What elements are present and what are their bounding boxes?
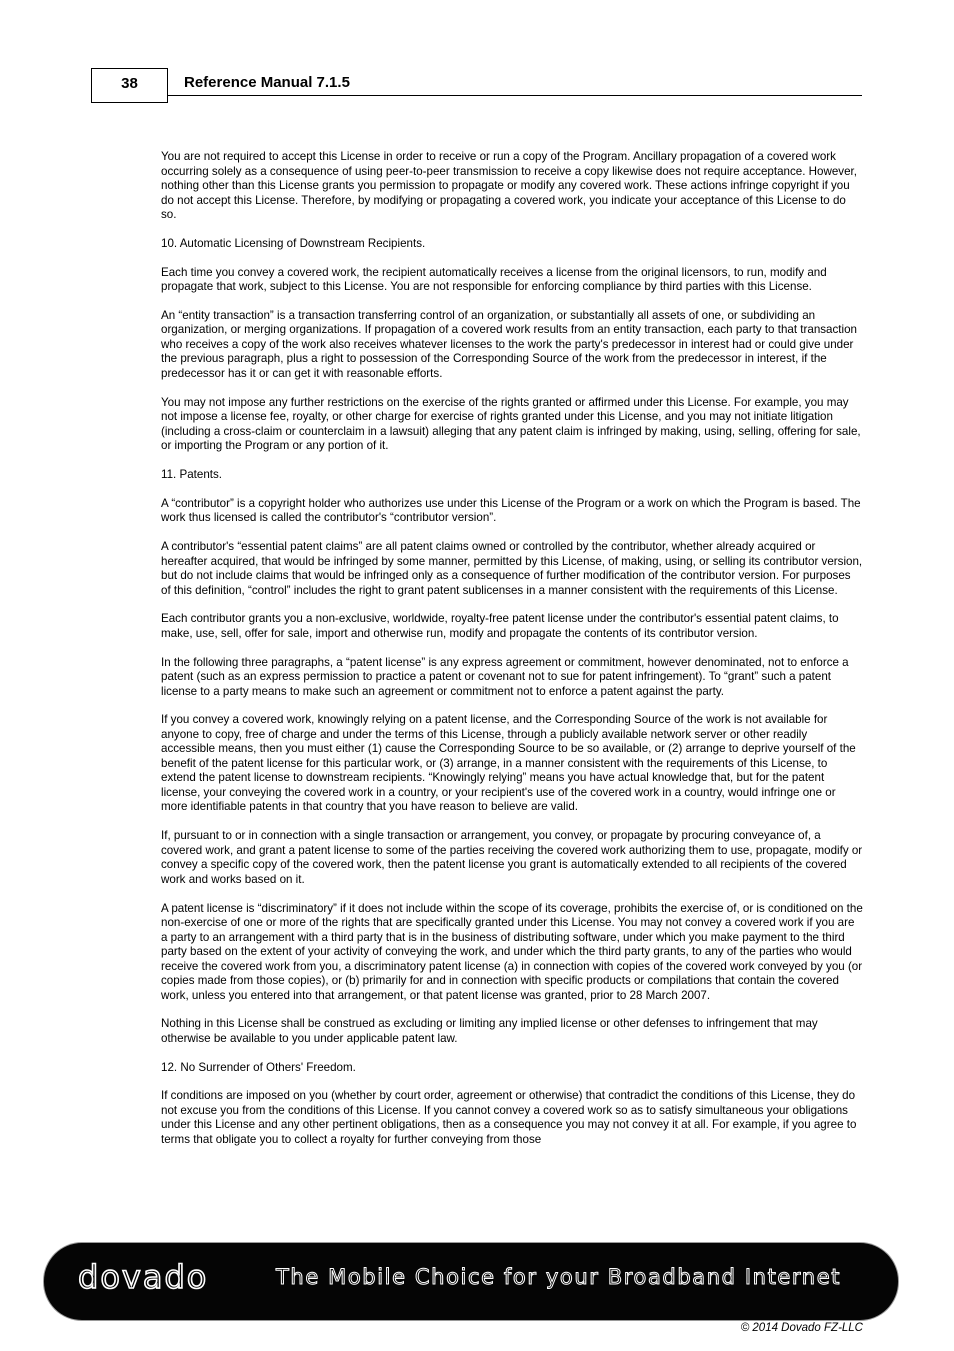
footer-banner xyxy=(44,1243,898,1320)
paragraph: A patent license is “discriminatory” if it does not include within the scope of its coverage, prohibits the exercise of, or is conditioned on the non-exercise of one or more of the rights that are specifically granted under this License. You may not convey a covered work if you are a party to an arrangement with a third party that is in the business of distributing software, under which you make payment to the third party based on the extent of your activity of conveying the work, and under which the third party grants, to any of the parties who would receive the covered work from you, a discriminatory patent license (a) in connection with copies of the covered work conveyed by you (or copies made from those copies), or (b) primarily for and in connection with specific products or compilations that contain the covered work, unless you entered into that arrangement, or that patent license was granted, prior to 28 March 2007. xyxy=(161,901,863,1002)
header-title: Reference Manual 7.1.5 xyxy=(184,74,350,91)
paragraph: You are not required to accept this License in order to receive or run a copy of the Program. Ancillary propagation of a covered work occurring solely as a consequence of using peer-to-peer transmission to receive a copy likewise does not require acceptance. However, nothing other than this License grants you permission to propagate or modify any covered work. These actions infringe copyright if you do not accept this License. Therefore, by modifying or propagating a covered work, you indicate your acceptance of this License to do so. xyxy=(161,150,857,221)
page-number: 38 xyxy=(121,75,138,92)
header-rule xyxy=(168,95,862,96)
paragraph: You may not impose any further restrictions on the exercise of the rights granted or affirmed under this License. For example, you may not impose a license fee, royalty, or other charge for exercise of rights granted under this License, and you may not initiate litigation (including a cross-claim or counterclaim in a lawsuit) alleging that any patent claim is infringed by making, using, selling, offering for sale, or importing the Program or any portion of it. xyxy=(161,395,861,453)
section-heading-11: 11. Patents. xyxy=(161,467,223,481)
body-text xyxy=(161,150,863,1162)
paragraph: If conditions are imposed on you (whether by court order, agreement or otherwise) that contradict the conditions of this License, they do not excuse you from the conditions of this License. If you cannot convey a covered work so as to satisfy simultaneous your obligations under this License and any other pertinent obligations, then as a consequence you may not convey it at all. For example, if you agree to terms that obligate you to collect a royalty for further conveying from those xyxy=(161,1089,857,1146)
paragraph: A contributor's “essential patent claims” are all patent claims owned or controlled by the contributor, whether already acquired or hereafter acquired, that would be infringed by some manner, permitted by this License, of making, using, or selling its contributor version, but do not include claims that would be infringed only as a consequence of further modification of the contributor version. For purposes of this definition, “control” includes the right to grant patent sublicenses in a manner consistent with the requirements of this License. xyxy=(161,540,863,597)
paragraph: An “entity transaction” is a transaction transferring control of an organization, or substantially all assets of one, or subdividing an organization, or merging organizations. If propagation of a covered work results from an entity transaction, each party to that transaction who receives a copy of the work also receives whatever licenses to the work the party's predecessor in interest had or could give under the previous paragraph, plus a right to possession of the Corresponding Source of the work from the predecessor in interest, if the predecessor has it or can get it with reasonable efforts. xyxy=(161,308,857,380)
paragraph: If you convey a covered work, knowingly relying on a patent license, and the Corresponding Source of the work is not available for anyone to copy, free of charge and under the terms of this License, through a publicly available network server or other readily accessible means, then you must either (1) cause the Corresponding Source to be so available, or (2) arrange to deprive yourself of the benefit of the patent license for this particular work, or (3) arrange, in a manner consistent with the requirements of this License, to extend the patent license to downstream recipients. “Knowingly relying” means you have actual knowledge that, but for the patent license, your conveying the covered work in a country, or your recipient's use of the covered work in a country, would infringe one or more identifiable patents in that country that you have reason to believe are valid. xyxy=(161,713,856,814)
paragraph: Nothing in this License shall be construed as excluding or limiting any implied license or other defenses to infringement that may otherwise be available to you under applicable patent law. xyxy=(161,1017,818,1045)
section-heading-12: 12. No Surrender of Others' Freedom. xyxy=(161,1060,356,1074)
copyright-notice: © 2014 Dovado FZ-LLC xyxy=(740,1322,863,1334)
paragraph: If, pursuant to or in connection with a single transaction or arrangement, you convey, or propagate by procuring conveyance of, a covered work, and grant a patent license to some of the parties receiving the covered work authorizing them to use, propagate, modify or convey a specific copy of the covered work, then the patent license you grant is automatically extended to all recipients of the covered work and works based on it. xyxy=(161,829,863,886)
paragraph: Each contributor grants you a non-exclusive, worldwide, royalty-free patent license under the contributor's essential patent claims, to make, use, sell, offer for sale, import and otherwise run, modify and propagate the contents of its contributor version. xyxy=(161,612,839,640)
paragraph: Each time you convey a covered work, the recipient automatically receives a license from the original licensors, to run, modify and propagate that work, subject to this License. You are not responsible for enforcing compliance by third parties with this License. xyxy=(161,265,827,294)
banner-tagline: The Mobile Choice for your Broadband Internet xyxy=(276,1265,842,1289)
paragraph: In the following three paragraphs, a “patent license” is any express agreement or commitment, however denominated, not to enforce a patent (such as an express permission to practice a patent or covenant not to sue for patent infringement). To “grant” such a patent license to a party means to make such an agreement or commitment not to enforce a patent against the party. xyxy=(161,655,849,698)
dovado-logo: dovado xyxy=(78,1258,209,1296)
paragraph: A “contributor” is a copyright holder who authorizes use under this License of the Program or a work on which the Program is based. The work thus licensed is called the contributor's “contributor version”. xyxy=(161,496,861,525)
page-number-box xyxy=(91,68,168,103)
section-heading-10: 10. Automatic Licensing of Downstream Recipients. xyxy=(161,236,426,250)
